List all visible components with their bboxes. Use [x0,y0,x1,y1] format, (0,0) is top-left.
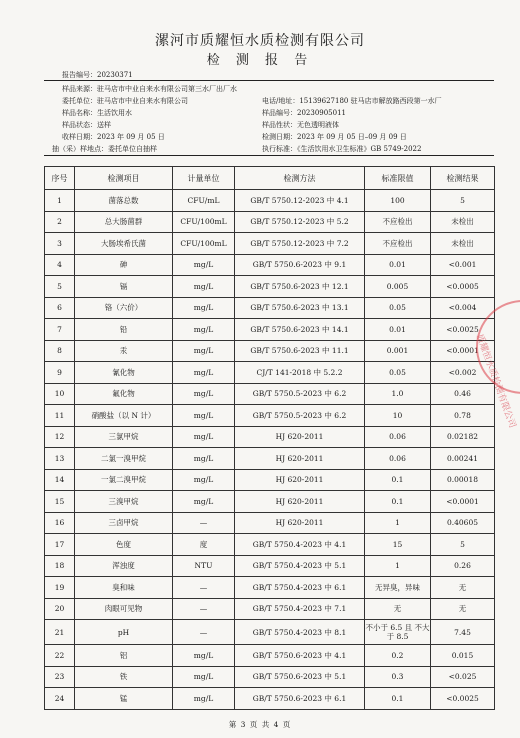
table-row [45,233,495,255]
table-row [45,254,495,276]
cell-unit: mg/L [173,362,235,384]
cell-result: 5 [431,534,495,556]
col-header-unit: 计量单位 [173,167,235,190]
table-row [45,190,495,212]
cell-limit: 0.1 [365,688,431,710]
cell-unit: mg/L [173,448,235,470]
cell-method: GB/T 5750.6-2023 中 6.1 [235,688,365,710]
cell-no: 3 [45,233,75,255]
cell-no: 18 [45,555,75,577]
cell-limit: 1 [365,555,431,577]
table-row [45,491,495,513]
cell-limit: 0.3 [365,666,431,688]
report-title: 检 测 报 告 [206,53,314,68]
cell-unit: mg/L [173,666,235,688]
cell-limit: 无异臭，异味 [365,577,431,599]
cell-unit: mg/L [173,645,235,667]
cell-result: 无 [431,598,495,620]
cell-method: GB/T 5750.6-2023 中 13.1 [235,297,365,319]
cell-item: 浑浊度 [75,555,173,577]
cell-limit: 0.01 [365,319,431,341]
cell-method: GB/T 5750.4-2023 中 4.1 [235,534,365,556]
table-row [45,362,495,384]
cell-limit: 0.06 [365,448,431,470]
cell-method: HJ 620-2011 [235,469,365,491]
table-header-row [45,167,495,190]
table-row [45,469,495,491]
cell-method: GB/T 5750.6-2023 中 11.1 [235,340,365,362]
col-header-item: 检测项目 [75,167,173,190]
cell-unit: CFU/100mL [173,211,235,233]
cell-unit: — [173,577,235,599]
cell-method: GB/T 5750.12-2023 中 4.1 [235,190,365,212]
cell-method: HJ 620-2011 [235,448,365,470]
phone-address: 电话/地址：15139627180 驻马店市解放路西段第一水厂 [262,97,442,105]
cell-no: 24 [45,688,75,710]
cell-item: 砷 [75,254,173,276]
cell-no: 22 [45,645,75,667]
cell-unit: mg/L [173,297,235,319]
cell-item: 总大肠菌群 [75,211,173,233]
cell-item: 大肠埃希氏菌 [75,233,173,255]
cell-method: GB/T 5750.4-2023 中 8.1 [235,620,365,645]
cell-method: GB/T 5750.6-2023 中 14.1 [235,319,365,341]
cell-item: 汞 [75,340,173,362]
table-row [45,319,495,341]
cell-item: 铝 [75,645,173,667]
cell-method: GB/T 5750.6-2023 中 9.1 [235,254,365,276]
cell-no: 23 [45,666,75,688]
cell-unit: mg/L [173,276,235,298]
cell-limit: 不小于 6.5 且 不大于 8.5 [365,620,431,645]
cell-unit: mg/L [173,469,235,491]
cell-limit: 不应检出 [365,211,431,233]
cell-result: 0.26 [431,555,495,577]
cell-method: GB/T 5750.6-2023 中 12.1 [235,276,365,298]
cell-item: 氰化物 [75,362,173,384]
cell-item: 三溴甲烷 [75,491,173,513]
cell-limit: 0.2 [365,645,431,667]
company-name: 漯河市质耀恒水质检测有限公司 [155,33,365,49]
table-row [45,276,495,298]
cell-item: 铁 [75,666,173,688]
table-row [45,405,495,427]
cell-limit: 0.05 [365,362,431,384]
cell-unit: — [173,620,235,645]
cell-no: 9 [45,362,75,384]
cell-limit: 100 [365,190,431,212]
cell-result: <0.0025 [431,688,495,710]
cell-no: 6 [45,297,75,319]
table-row [45,383,495,405]
cell-no: 2 [45,211,75,233]
results-table [44,166,495,710]
cell-unit: mg/L [173,254,235,276]
cell-method: HJ 620-2011 [235,512,365,534]
col-header-result: 检测结果 [431,167,495,190]
cell-item: 色度 [75,534,173,556]
cell-limit: 0.001 [365,340,431,362]
divider-bottom [44,155,494,156]
cell-item: 铅 [75,319,173,341]
cell-limit: 0.06 [365,426,431,448]
table-row [45,512,495,534]
table-row [45,645,495,667]
cell-method: GB/T 5750.12-2023 中 7.2 [235,233,365,255]
cell-no: 12 [45,426,75,448]
cell-result: <0.004 [431,297,495,319]
cell-result: 0.02182 [431,426,495,448]
cell-limit: 0.01 [365,254,431,276]
cell-no: 21 [45,620,75,645]
cell-unit: — [173,598,235,620]
cell-item: 一氯二溴甲烷 [75,469,173,491]
cell-result: 0.00018 [431,469,495,491]
cell-result: <0.0001 [431,340,495,362]
cell-no: 7 [45,319,75,341]
cell-limit: 0.005 [365,276,431,298]
cell-result: <0.002 [431,362,495,384]
table-row [45,688,495,710]
table-row [45,211,495,233]
cell-result: 0.015 [431,645,495,667]
cell-result: 5 [431,190,495,212]
cell-result: 0.40605 [431,512,495,534]
cell-method: GB/T 5750.4-2023 中 5.1 [235,555,365,577]
client: 委托单位：驻马店市中业自来水有限公司 [62,97,188,105]
cell-unit: mg/L [173,319,235,341]
cell-limit: 1.0 [365,383,431,405]
col-header-limit: 标准限值 [365,167,431,190]
cell-no: 15 [45,491,75,513]
cell-limit: 0.1 [365,491,431,513]
cell-unit: CFU/100mL [173,233,235,255]
cell-no: 20 [45,598,75,620]
cell-item: 菌落总数 [75,190,173,212]
cell-limit: 无 [365,598,431,620]
cell-result: <0.025 [431,666,495,688]
cell-result: <0.0025 [431,319,495,341]
cell-unit: mg/L [173,688,235,710]
cell-method: CJ/T 141-2018 中 5.2.2 [235,362,365,384]
cell-method: HJ 620-2011 [235,426,365,448]
sample-status: 样品状态：送样 [62,121,111,129]
cell-limit: 0.1 [365,469,431,491]
table-row [45,577,495,599]
report-number: 报告编号：20230371 [62,71,133,79]
sample-property: 样品性状：无色透明液体 [262,121,339,129]
cell-no: 14 [45,469,75,491]
cell-no: 11 [45,405,75,427]
cell-result: 0.78 [431,405,495,427]
cell-limit: 15 [365,534,431,556]
test-date: 检测日期：2023 年 09 月 05 日–09 月 09 日 [262,133,407,141]
cell-no: 10 [45,383,75,405]
cell-method: HJ 620-2011 [235,491,365,513]
cell-unit: mg/L [173,491,235,513]
page-number: 第 3 页 共 4 页 [228,720,292,729]
cell-limit: 10 [365,405,431,427]
table-row [45,297,495,319]
cell-result: 无 [431,577,495,599]
cell-result: 未检出 [431,233,495,255]
cell-item: 三氯甲烷 [75,426,173,448]
seal-text: 质耀恒水质检测有限公司 [473,333,518,430]
cell-no: 16 [45,512,75,534]
cell-no: 5 [45,276,75,298]
cell-result: 7.45 [431,620,495,645]
sample-source: 样品来源：驻马店市中业自来水有限公司第三水厂出厂水 [62,85,237,93]
sample-name: 样品名称：生活饮用水 [62,109,132,117]
cell-unit: NTU [173,555,235,577]
cell-method: GB/T 5750.12-2023 中 5.2 [235,211,365,233]
cell-unit: mg/L [173,383,235,405]
cell-method: GB/T 5750.5-2023 中 6.2 [235,405,365,427]
col-header-no: 序号 [45,167,75,190]
cell-limit: 1 [365,512,431,534]
cell-item: 氟化物 [75,383,173,405]
cell-method: GB/T 5750.4-2023 中 7.1 [235,598,365,620]
cell-unit: CFU/mL [173,190,235,212]
cell-item: 三卤甲烷 [75,512,173,534]
cell-no: 17 [45,534,75,556]
cell-result: <0.0005 [431,276,495,298]
cell-item: 臭和味 [75,577,173,599]
cell-method: GB/T 5750.5-2023 中 6.2 [235,383,365,405]
cell-method: GB/T 5750.6-2023 中 4.1 [235,645,365,667]
table-row [45,620,495,645]
cell-unit: 度 [173,534,235,556]
cell-no: 19 [45,577,75,599]
standard: 执行标准：《生活饮用水卫生标准》GB 5749-2022 [262,145,422,153]
cell-method: GB/T 5750.6-2023 中 5.1 [235,666,365,688]
sampling-site: 抽（采）样地点：委托单位自抽样 [52,145,157,153]
cell-item: pH [75,620,173,645]
sample-number: 样品编号：20230905011 [262,109,346,117]
table-row [45,426,495,448]
cell-limit: 0.05 [365,297,431,319]
cell-item: 铬（六价） [75,297,173,319]
cell-unit: mg/L [173,405,235,427]
table-row [45,340,495,362]
cell-result: 未检出 [431,211,495,233]
col-header-method: 检测方法 [235,167,365,190]
cell-no: 1 [45,190,75,212]
table-row [45,555,495,577]
cell-no: 8 [45,340,75,362]
table-row [45,448,495,470]
cell-unit: mg/L [173,426,235,448]
cell-limit: 不应检出 [365,233,431,255]
cell-unit: — [173,512,235,534]
divider-top [44,80,494,81]
cell-method: GB/T 5750.4-2023 中 6.1 [235,577,365,599]
table-row [45,534,495,556]
cell-no: 4 [45,254,75,276]
receive-date: 收样日期：2023 年 09 月 05 日 [62,133,165,141]
cell-item: 二氯一溴甲烷 [75,448,173,470]
cell-item: 镉 [75,276,173,298]
cell-no: 13 [45,448,75,470]
table-row [45,666,495,688]
cell-unit: mg/L [173,340,235,362]
cell-item: 锰 [75,688,173,710]
cell-result: <0.0001 [431,491,495,513]
cell-item: 硝酸盐（以 N 计） [75,405,173,427]
cell-item: 肉眼可见物 [75,598,173,620]
cell-result: 0.00241 [431,448,495,470]
cell-result: 0.46 [431,383,495,405]
cell-result: <0.001 [431,254,495,276]
table-row [45,598,495,620]
